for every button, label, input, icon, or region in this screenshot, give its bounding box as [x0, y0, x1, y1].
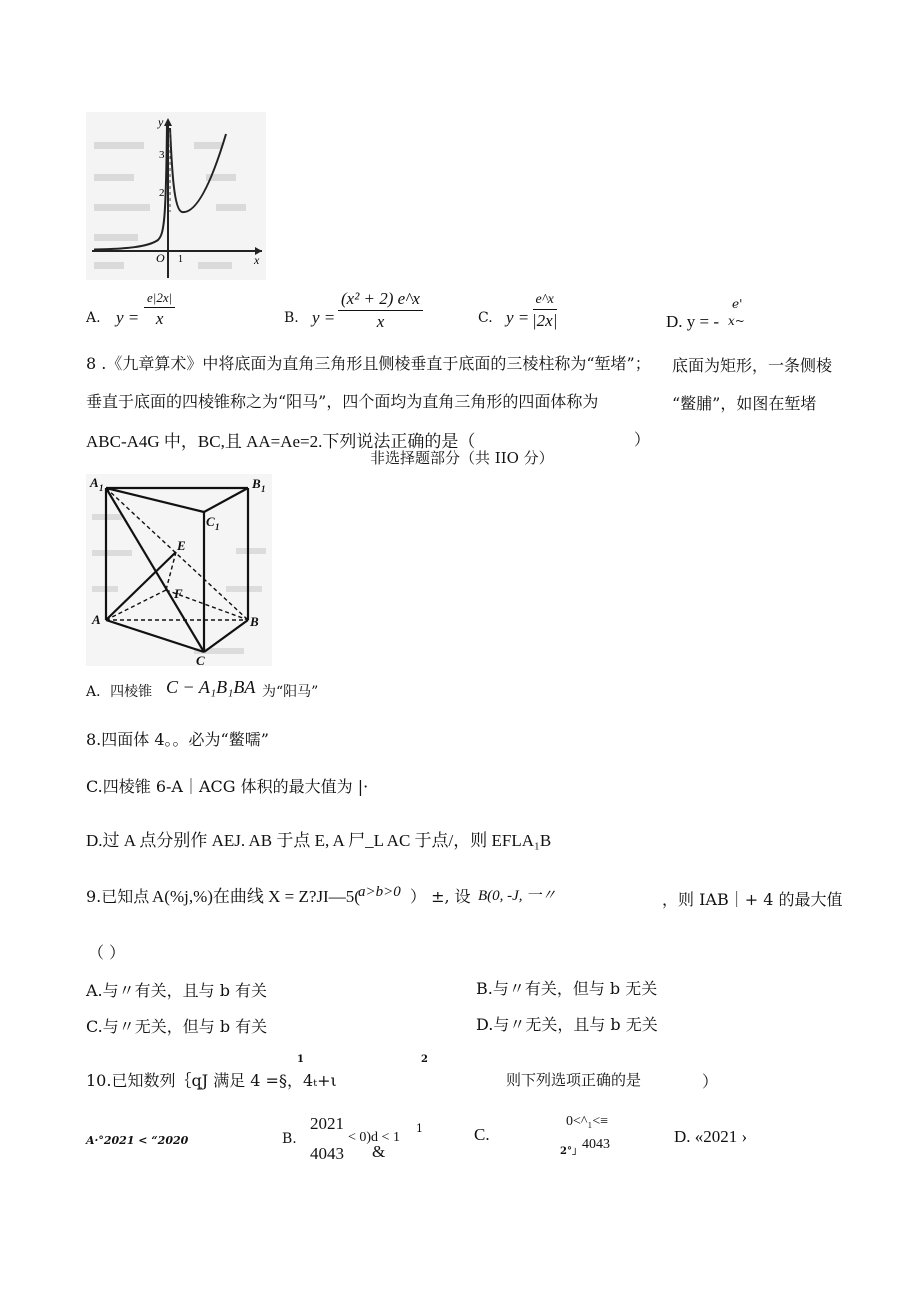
q9-paren: （ ）: [88, 943, 126, 962]
q10-option-b-label: B.: [282, 1131, 297, 1147]
q7-option-c-label: C.: [478, 310, 493, 326]
q7-option-b-den: x: [376, 312, 385, 331]
q9-stem-b: B(0, -J, 一〃: [478, 888, 557, 904]
q10-stem-end: ）: [702, 1072, 719, 1091]
origin-label: O: [156, 251, 165, 265]
q10-option-c-bottom-b: 4043: [582, 1137, 610, 1152]
q8-option-a-tail: 为“阳马”: [262, 684, 319, 700]
q10-option-b-mid: < 0)d < 1: [348, 1130, 400, 1145]
label-a1-sub: 1: [99, 483, 104, 493]
x-axis-label: x: [254, 253, 260, 267]
function-graph: [86, 112, 266, 280]
q7-option-d-text: D. y = -: [666, 312, 720, 331]
label-c1-sub: 1: [215, 522, 220, 532]
q9-stem-cond: a>b>0: [358, 884, 401, 900]
y-tick-2: 2: [159, 187, 165, 199]
q7-option-a-den: x: [155, 309, 164, 328]
q9-option-d: D.与〃无关，且与 b 无关: [476, 1015, 658, 1034]
y-tick-3: 3: [159, 149, 165, 161]
q8-stem-line3-end: ）: [634, 430, 651, 449]
q7-option-b-label: B.: [284, 310, 299, 326]
q7-option-a-lhs: y =: [116, 308, 140, 327]
q7-option-b-lhs: y =: [312, 308, 336, 327]
q8-option-a-math: C − A₁B₁BA: [166, 677, 256, 697]
q8-option-c: C.四棱锥 6-A｜ACG 体积的最大值为 |·: [86, 777, 369, 796]
q7-option-d-num: e': [732, 297, 743, 311]
label-a1: A: [90, 475, 99, 490]
label-c1: C: [206, 514, 215, 529]
q9-option-b: B.与〃有关，但与 b 无关: [476, 979, 658, 998]
label-e: E: [177, 538, 186, 553]
q7-option-b-fraction: [338, 289, 423, 332]
q8-option-b: 8.四面体 4。。必为“鳖嚅”: [86, 730, 269, 749]
q8-option-a: A．四棱锥: [86, 684, 153, 700]
q8-stem-line3: ABC-A4G 中，BC,且 AA=Ae=2.下列说法正确的是（: [86, 432, 476, 451]
q10-option-c-bottom-a: 2°」: [560, 1146, 582, 1157]
q8-stem-line2-right: “鳖脯”，如图在堑堵: [672, 394, 817, 413]
q10-option-b-num: 2021: [310, 1114, 344, 1133]
q10-option-a: A·°2021 < “2020: [86, 1134, 189, 1147]
label-b: B: [250, 614, 259, 629]
q10-stem-right: 则下列选项正确的是: [506, 1071, 642, 1089]
label-b1: B: [252, 476, 261, 491]
q9-stem-mid: ） ±, 设: [410, 887, 471, 906]
prism-svg: [86, 474, 272, 666]
prism-figure: [86, 474, 272, 666]
q10-option-d: D. «2021 ›: [674, 1127, 748, 1146]
label-a: A: [92, 612, 101, 627]
label-c: C: [196, 653, 205, 666]
q10-sup-1: 1: [297, 1054, 304, 1065]
q7-option-c-den: |2x|: [532, 311, 558, 330]
label-f: F: [174, 586, 183, 601]
q7-option-a-fraction: [144, 290, 175, 329]
q10-option-c-label: C.: [474, 1125, 490, 1144]
q10-option-c-top: 0<^₁<≡: [566, 1114, 609, 1129]
q10-option-b-amp: &: [372, 1142, 386, 1161]
q7-option-c-fraction: [532, 292, 557, 331]
q8-stem-line2: 垂直于底面的四棱锥称之为“阳马”，四个面均为直角三角形的四面体称为: [86, 392, 599, 411]
q7-option-c-num: e^x: [533, 292, 557, 310]
x-tick-1: 1: [178, 254, 183, 265]
q10-stem: 10.已知数列｛qJ 满足 4 =§，4ₜ+ι: [86, 1071, 337, 1090]
q8-stem-line1-right: 底面为矩形，一条侧棱: [672, 356, 833, 375]
q9-option-c: C.与〃无关，但与 b 有关: [86, 1017, 268, 1036]
q10-option-b-sup: 1: [416, 1122, 423, 1135]
q7-option-a-label: A.: [86, 310, 101, 326]
q7-option-c-lhs: y =: [506, 308, 530, 327]
q9-stem-math: A(%j,%)在曲线 X = Z?JI—5(: [152, 887, 360, 906]
q7-option-a-num: e|2x|: [144, 290, 175, 308]
q9-stem-prefix: 9.已知点: [86, 887, 150, 906]
section-header: 非选择题部分（共 IIO 分）: [370, 449, 554, 467]
q9-option-a: A.与〃有关，且与 b 有关: [86, 981, 268, 1000]
q8-stem-line1: 8 .《九章算术》中将底面为直角三角形且侧棱垂直于底面的三棱柱称为“堑堵”；: [86, 354, 651, 373]
y-axis-label: y: [158, 115, 164, 129]
q10-option-b-den: 4043: [310, 1144, 344, 1163]
q7-option-d-den: x~: [728, 314, 745, 328]
label-b1-sub: 1: [261, 484, 266, 494]
q8-option-d: D.过 A 点分别作 AEJ. AB 于点 E, A 尸_L AC 于点/，则 EFLA₁B: [86, 831, 552, 850]
q10-sup-2: 2: [421, 1054, 428, 1065]
q9-stem-right: ，则 IAB｜+ 4 的最大值: [662, 890, 843, 909]
graph-svg: [86, 112, 266, 280]
q7-option-b-num: (x² + 2) e^x: [338, 289, 423, 311]
